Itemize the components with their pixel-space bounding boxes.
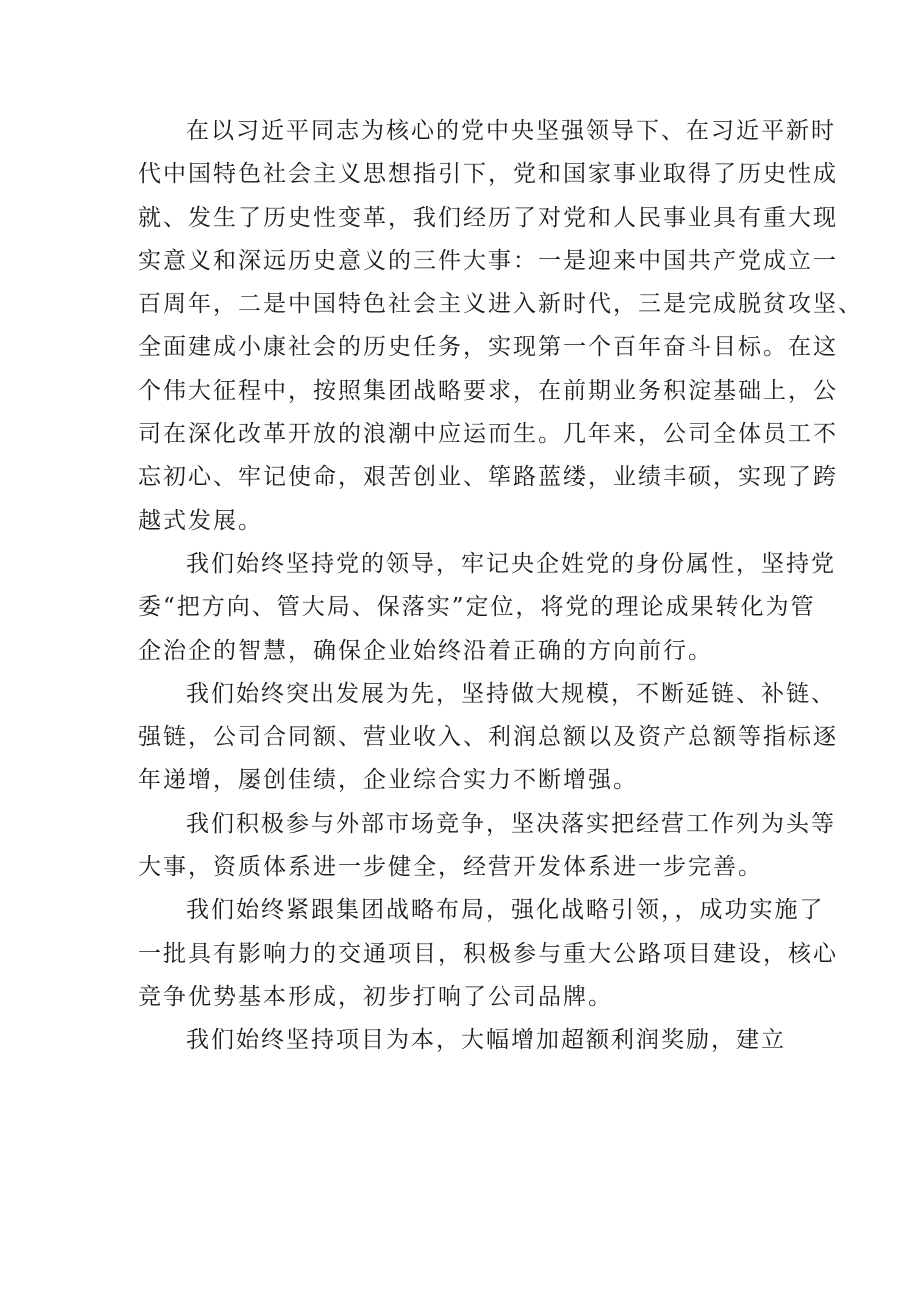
- paragraph-1: [138, 110, 863, 543]
- text-line: 越式发展。: [138, 507, 263, 534]
- text-line: 全面建成小康社会的历史任务，实现第一个百年奋斗目标。在这: [138, 334, 838, 361]
- paragraph-6: [138, 1019, 798, 1062]
- paragraph-4: [138, 803, 836, 890]
- text-line: 年递增，屡创佳绩，企业综合实力不断增强。: [138, 767, 638, 794]
- text-line: 一批具有影响力的交通项目，积极参与重大公路项目建设，核心: [138, 940, 838, 967]
- paragraph-2: [138, 543, 836, 673]
- text-line: 我们始终突出发展为先，坚持做大规模，不断延链、补链、: [186, 680, 836, 707]
- text-line: 忘初心、牢记使命，艰苦创业、筚路蓝缕，业绩丰硕，实现了跨: [138, 464, 838, 491]
- text-line: 就、发生了历史性变革，我们经历了对党和人民事业具有重大现: [138, 204, 838, 231]
- text-line: 在以习近平同志为核心的党中央坚强领导下、在习近平新时: [186, 118, 836, 144]
- text-line: 实意义和深远历史意义的三件大事：一是迎来中国共产党成立一: [138, 247, 838, 274]
- text-line: 竞争优势基本形成，初步打响了公司品牌。: [138, 983, 613, 1010]
- text-line: 我们积极参与外部市场竞争，坚决落实把经营工作列为头等: [186, 810, 836, 837]
- text-line: 我们始终紧跟集团战略布局，强化战略引领，，成功实施了: [186, 897, 825, 924]
- text-line: 委“把方向、管大局、保落实”定位，将党的理论成果转化为管: [138, 594, 816, 621]
- paragraph-5: [138, 889, 838, 1019]
- text-line: 百周年，二是中国特色社会主义进入新时代，三是完成脱贫攻坚、: [138, 291, 863, 318]
- paragraph-3: [138, 673, 838, 803]
- document-body: [138, 110, 863, 1063]
- text-line: 个伟大征程中，按照集团战略要求，在前期业务积淀基础上，公: [138, 377, 838, 404]
- text-line: 司在深化改革开放的浪潮中应运而生。几年来，公司全体员工不: [138, 421, 838, 448]
- text-line: 企治企的智慧，确保企业始终沿着正确的方向前行。: [138, 637, 713, 664]
- text-line: 代中国特色社会主义思想指引下，党和国家事业取得了历史性成: [138, 161, 838, 188]
- text-line: 我们始终坚持项目为本，大幅增加超额利润奖励，建立: [186, 1027, 786, 1054]
- text-line: 大事，资质体系进一步健全，经营开发体系进一步完善。: [138, 854, 763, 881]
- text-line: 强链，公司合同额、营业收入、利润总额以及资产总额等指标逐: [138, 724, 838, 751]
- text-line: 我们始终坚持党的领导，牢记央企姓党的身份属性，坚持党: [186, 550, 836, 577]
